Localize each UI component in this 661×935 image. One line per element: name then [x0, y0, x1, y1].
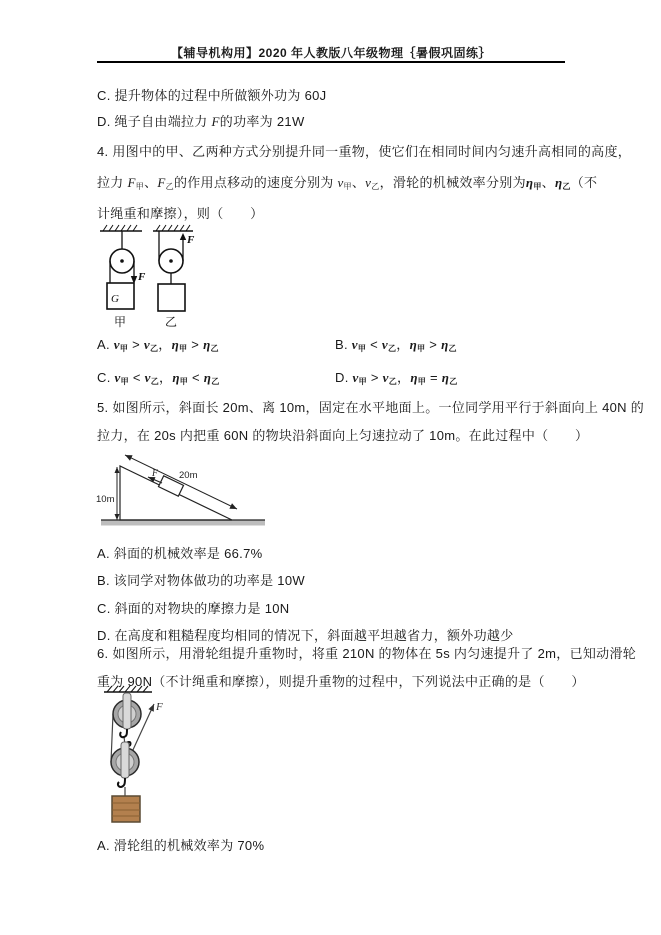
pulley-axle-dot — [169, 259, 173, 263]
force-label-jia: F — [138, 271, 146, 283]
force-label: F — [156, 701, 163, 713]
q4-option-a: A. v甲 > v乙，η甲 > η乙 — [97, 337, 219, 353]
prev-option-d: D. 绳子自由端拉力 F的功率为 21W — [97, 114, 305, 129]
pulley-axle-dot — [120, 259, 124, 263]
q5-incline-figure — [93, 447, 278, 539]
q4-stem-line2: 拉力 F甲、F乙的作用点移动的速度分别为 v甲、v乙，滑轮的机械效率分别为η甲、η乙（不 — [97, 175, 598, 191]
movable-pulley — [111, 742, 139, 787]
q6-stem-line2: 重为 90N（不计绳重和摩擦），则提升重物的过程中，下列说法中正确的是（ ） — [97, 674, 585, 689]
q5-stem-line2: 拉力，在 20s 内把重 60N 的物块沿斜面向上匀速拉动了 10m。在此过程中（ ） — [97, 428, 589, 443]
height-label: 10m — [96, 494, 115, 505]
fixed-pulley-housing — [123, 693, 131, 729]
force-arrowhead-up — [180, 233, 186, 240]
q6-stem-line1: 6. 如图所示，用滑轮组提升重物时，将重 210N 的物体在 5s 内匀速提升了 2m，已知动滑轮 — [97, 646, 637, 661]
movable-pulley-housing — [121, 742, 129, 778]
label-yi: 乙 — [165, 315, 178, 328]
q5-option-b: B. 该同学对物体做功的功率是 10W — [97, 573, 305, 588]
fixed-pulley — [113, 693, 141, 737]
q4-pulley-figure — [96, 222, 206, 328]
q6-option-a: A. 滑轮组的机械效率为 70% — [97, 838, 265, 853]
hook-icon — [120, 729, 127, 737]
q4-option-b: B. v甲 < v乙，η甲 > η乙 — [335, 337, 457, 353]
prev-option-c: C. 提升物体的过程中所做额外功为 60J — [97, 88, 327, 103]
q4-option-c: C. v甲 < v乙，η甲 < η乙 — [97, 370, 220, 386]
weight-box-yi — [158, 284, 185, 311]
wood-block — [112, 796, 140, 822]
ceiling-hatch — [107, 686, 148, 692]
length-dimension-line — [125, 455, 237, 509]
dim-arrowhead-down — [115, 514, 120, 520]
ground-hatch-strip — [101, 521, 265, 526]
force-label-yi: F — [187, 234, 195, 246]
ceiling-hatch — [103, 225, 137, 231]
length-label: 20m — [179, 470, 198, 481]
label-jia: 甲 — [114, 315, 127, 328]
q5-option-c: C. 斜面的对物块的摩擦力是 10N — [97, 601, 290, 616]
q4-stem-line3: 计绳重和摩擦），则（ ） — [97, 206, 264, 221]
hook-icon — [118, 778, 125, 787]
q5-option-a: A. 斜面的机械效率是 66.7% — [97, 546, 263, 561]
dim-arrowhead-up — [115, 467, 120, 473]
q6-pulley-system-figure — [96, 684, 211, 828]
header-rule — [97, 61, 565, 63]
q4-stem-line1: 4. 用图中的甲、乙两种方式分别提升同一重物，使它们在相同时间内匀速升高相同的高度， — [97, 144, 632, 159]
q5-option-d: D. 在高度和粗糙程度均相同的情况下，斜面越平坦越省力，额外功越少 — [97, 628, 514, 643]
ceiling-hatch — [156, 225, 190, 231]
q5-stem-line1: 5. 如图所示，斜面长 20m、离 10m，固定在水平地面上。一位同学用平行于斜面向上 40N 的 — [97, 400, 645, 415]
force-label: F — [152, 469, 158, 479]
page-header-title: 【辅导机构用】2020 年人教版八年级物理｛暑假巩固练｝ — [170, 46, 492, 60]
q4-option-d: D. v甲 > v乙，η甲 = η乙 — [335, 370, 458, 386]
weight-letter: G — [111, 293, 119, 305]
pulley-jia-diagram — [100, 225, 142, 309]
wood-block-body — [112, 796, 140, 822]
